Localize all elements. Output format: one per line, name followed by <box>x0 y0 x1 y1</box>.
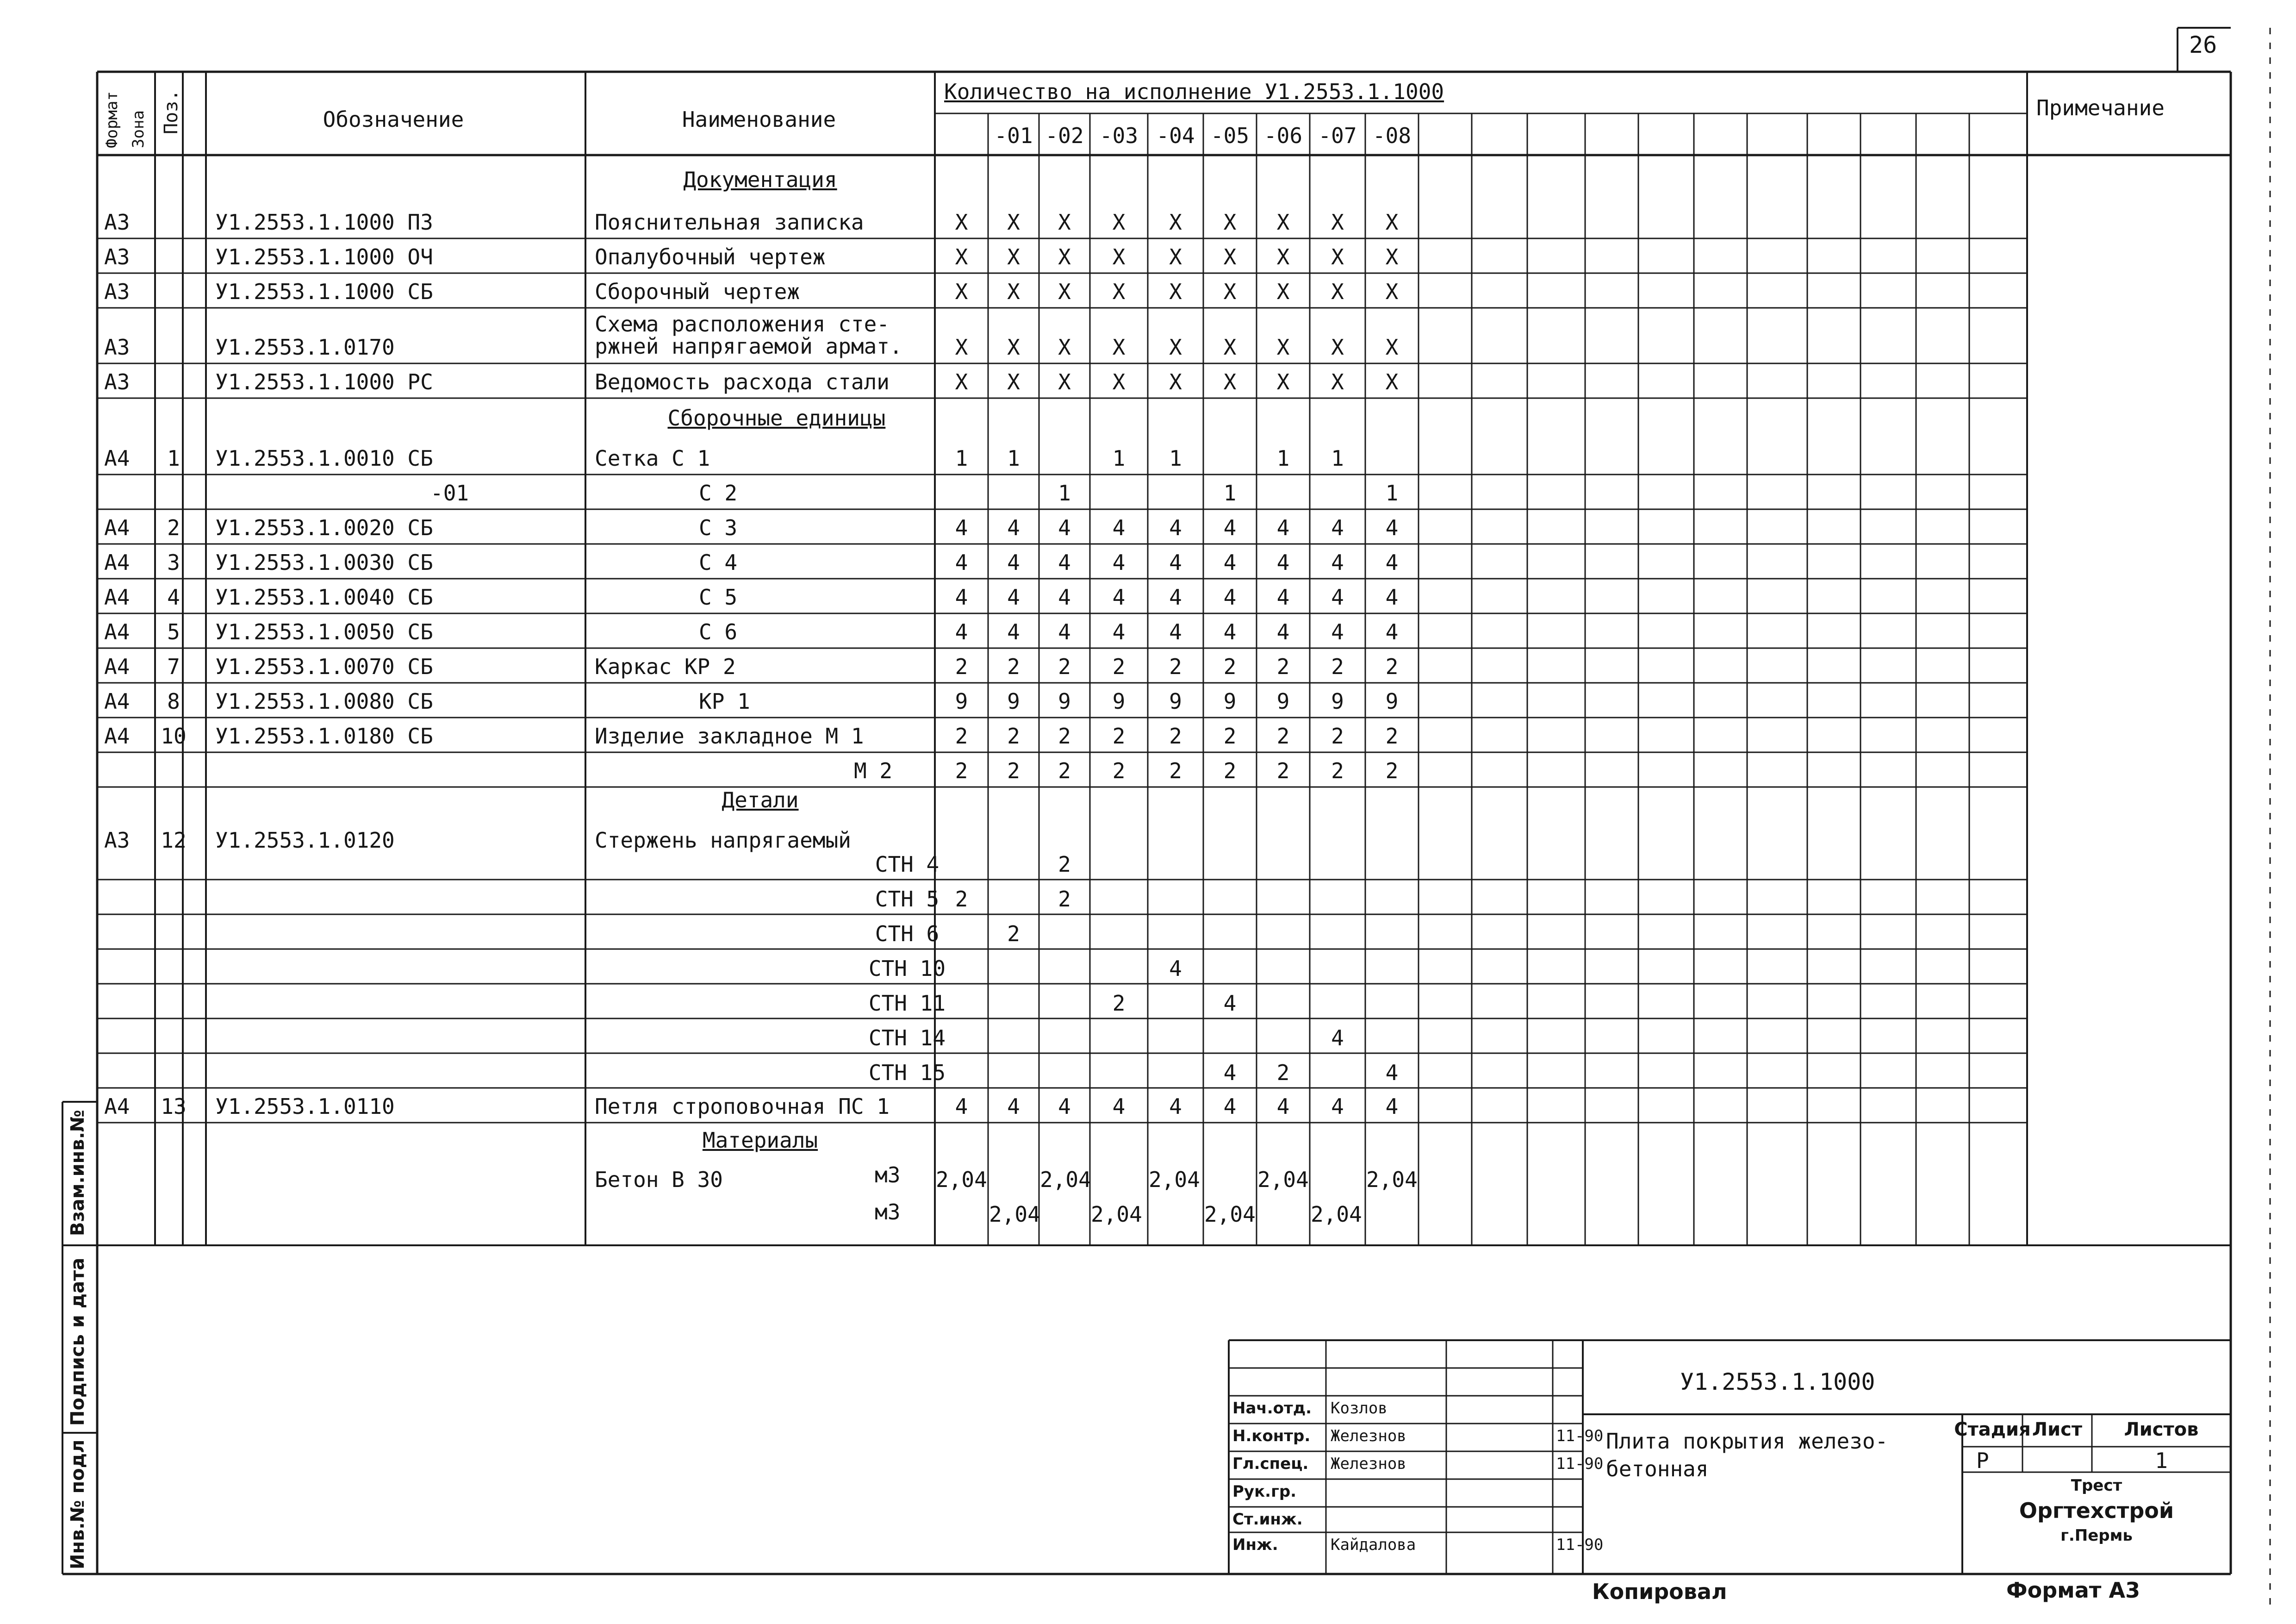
quantity-cell: 4 <box>1385 1094 1399 1119</box>
quantity-cell: 4 <box>1169 515 1182 540</box>
quantity-cell: 4 <box>1007 550 1020 575</box>
stamp-date: 11-90 <box>1556 1427 1604 1445</box>
quantity-cell: 4 <box>1007 1094 1020 1119</box>
name-cell: С 5 <box>699 585 738 610</box>
side-label-replaced: Взам.инв.№ <box>67 1110 88 1236</box>
quantity-cell: X <box>1223 335 1237 360</box>
stamp-person: Козлов <box>1331 1399 1388 1418</box>
quantity-cell: 9 <box>955 689 968 714</box>
quantity-cell: X <box>1169 244 1182 269</box>
quantity-cell: X <box>1058 210 1071 235</box>
quantity-cell: 2 <box>1058 724 1071 749</box>
header-note: Примечание <box>2036 95 2165 120</box>
quantity-cell: X <box>1112 279 1126 304</box>
position-cell: 3 <box>167 550 180 575</box>
quantity-cell: 2 <box>1223 758 1237 783</box>
name-cell: С 2 <box>699 481 738 506</box>
quantity-cell: X <box>1331 369 1344 394</box>
name-cell: СТН 4 <box>875 852 940 877</box>
quantity-cell: 4 <box>1169 1094 1182 1119</box>
designation-cell: У1.2553.1.0110 <box>215 1094 395 1119</box>
stamp-org: г.Пермь <box>2060 1526 2133 1545</box>
name-cell: Опалубочный чертеж <box>595 244 826 269</box>
name-cell: Каркас КР 2 <box>595 654 736 679</box>
quantity-cell: 4 <box>1223 619 1237 644</box>
designation-cell: У1.2553.1.0030 СБ <box>215 550 433 575</box>
quantity-cell: X <box>1223 369 1237 394</box>
quantity-cell: X <box>955 210 968 235</box>
name-cell: Сетка С 1 <box>595 446 710 471</box>
quantity-cell: X <box>1169 279 1182 304</box>
quantity-cell: 2 <box>955 887 968 912</box>
quantity-cell: 2 <box>1223 724 1237 749</box>
format-cell: А4 <box>104 550 130 575</box>
quantity-cell: 4 <box>1331 585 1344 610</box>
quantity-cell: X <box>1331 335 1344 360</box>
quantity-cell: 4 <box>1112 585 1126 610</box>
name-cell: Схема расположения сте- <box>595 312 890 337</box>
quantity-cell: 2 <box>955 758 968 783</box>
format-cell: А3 <box>104 369 130 394</box>
quantity-cell: 2 <box>1331 654 1344 679</box>
quantity-cell: X <box>1058 369 1071 394</box>
name-cell: Петля строповочная ПС 1 <box>595 1094 890 1119</box>
quantity-cell: 4 <box>1007 619 1020 644</box>
format-cell: А3 <box>104 244 130 269</box>
variant-label: -05 <box>1210 123 1250 148</box>
name-cell: СТН 5 <box>875 887 940 912</box>
format-cell: А4 <box>104 619 130 644</box>
quantity-cell: 9 <box>1169 689 1182 714</box>
quantity-cell: 9 <box>1058 689 1071 714</box>
quantity-cell: 2 <box>1276 724 1290 749</box>
quantity-cell: X <box>955 369 968 394</box>
variant-label: -06 <box>1263 123 1303 148</box>
stamp-role: Инж. <box>1232 1536 1278 1554</box>
quantity-cell: 4 <box>1276 619 1290 644</box>
name-cell: ржней напрягаемой армат. <box>595 334 902 359</box>
name-cell: Сборочный чертеж <box>595 279 800 304</box>
position-cell: 4 <box>167 585 180 610</box>
variant-label: -07 <box>1318 123 1357 148</box>
quantity-cell: 4 <box>1007 585 1020 610</box>
format-cell: А3 <box>104 279 130 304</box>
concrete-volume: 2,04 <box>1091 1202 1142 1227</box>
quantity-cell: 4 <box>1385 515 1399 540</box>
quantity-cell: 4 <box>955 619 968 644</box>
stamp-role: Н.контр. <box>1232 1427 1311 1445</box>
quantity-cell: 4 <box>1331 619 1344 644</box>
quantity-cell: X <box>1007 244 1020 269</box>
quantity-cell: 4 <box>1276 550 1290 575</box>
designation-cell: У1.2553.1.0050 СБ <box>215 619 433 644</box>
quantity-cell: 4 <box>1058 619 1071 644</box>
quantity-cell: 4 <box>955 550 968 575</box>
sheet-number: 26 <box>2189 31 2217 58</box>
format-cell: А4 <box>104 724 130 749</box>
section-documentation: Документация <box>683 167 837 192</box>
quantity-cell: 4 <box>1169 619 1182 644</box>
quantity-cell: 4 <box>1331 1025 1344 1050</box>
name-cell: СТН 11 <box>868 991 946 1016</box>
designation-cell: У1.2553.1.0010 СБ <box>215 446 433 471</box>
quantity-cell: 4 <box>1385 1060 1399 1085</box>
format-cell: А4 <box>104 1094 130 1119</box>
quantity-cell: X <box>1007 210 1020 235</box>
name-cell: Изделие закладное М 1 <box>595 724 864 749</box>
quantity-cell: 4 <box>1331 515 1344 540</box>
quantity-cell: 4 <box>1223 1060 1237 1085</box>
quantity-cell: 2 <box>1169 654 1182 679</box>
name-cell: С 4 <box>699 550 738 575</box>
quantity-cell: 2 <box>1385 724 1399 749</box>
designation-cell: У1.2553.1.1000 РС <box>215 369 433 394</box>
quantity-cell: 2 <box>1385 654 1399 679</box>
quantity-cell: X <box>1331 210 1344 235</box>
name-cell: СТН 6 <box>875 921 940 946</box>
format-cell: А4 <box>104 689 130 714</box>
quantity-cell: 2 <box>1276 758 1290 783</box>
concrete-volume: 2,04 <box>1366 1167 1418 1192</box>
quantity-cell: 9 <box>1007 689 1020 714</box>
stamp-date: 11-90 <box>1556 1536 1604 1554</box>
name-cell: М 2 <box>854 758 893 783</box>
quantity-cell: X <box>1169 369 1182 394</box>
quantity-cell: X <box>1007 279 1020 304</box>
quantity-cell: X <box>1331 279 1344 304</box>
quantity-cell: 4 <box>1223 991 1237 1016</box>
footer-format: Формат А3 <box>2006 1578 2140 1603</box>
name-cell: СТН 10 <box>868 956 946 981</box>
concrete-volume: 2,04 <box>1040 1167 1091 1192</box>
quantity-cell: 4 <box>1385 550 1399 575</box>
quantity-cell: X <box>1276 279 1290 304</box>
variant-label: -03 <box>1099 123 1139 148</box>
quantity-cell: 2 <box>1385 758 1399 783</box>
quantity-cell: 4 <box>1169 550 1182 575</box>
quantity-cell: 4 <box>1331 1094 1344 1119</box>
quantity-cell: 2 <box>1169 758 1182 783</box>
concrete-volume: 2,04 <box>936 1167 987 1192</box>
quantity-cell: 2 <box>1007 758 1020 783</box>
quantity-cell: X <box>1223 244 1237 269</box>
stamp-sheet-label: Лист <box>2032 1419 2083 1440</box>
header-pos: Поз. <box>161 89 182 134</box>
name-cell: С 3 <box>699 515 738 540</box>
stamp-role: Рук.гр. <box>1232 1482 1297 1501</box>
quantity-cell: 1 <box>1112 446 1126 471</box>
position-cell: 8 <box>167 689 180 714</box>
format-cell: А3 <box>104 210 130 235</box>
stamp-role: Ст.инж. <box>1232 1510 1303 1529</box>
concrete-volume: 2,04 <box>1149 1167 1200 1192</box>
designation-cell: У1.2553.1.0040 СБ <box>215 585 433 610</box>
section-assemblies: Сборочные единицы <box>667 406 886 431</box>
position-cell: 7 <box>167 654 180 679</box>
quantity-cell: X <box>1276 244 1290 269</box>
header-designation: Обозначение <box>323 107 464 132</box>
quantity-cell: 1 <box>1276 446 1290 471</box>
quantity-cell: 4 <box>1331 550 1344 575</box>
quantity-cell: 4 <box>1223 550 1237 575</box>
quantity-cell: 4 <box>1112 515 1126 540</box>
material-unit: м3 <box>875 1199 901 1224</box>
quantity-cell: 9 <box>1112 689 1126 714</box>
quantity-cell: X <box>1112 369 1126 394</box>
quantity-cell: 4 <box>1007 515 1020 540</box>
name-cell: СТН 14 <box>868 1025 946 1050</box>
designation-cell: У1.2553.1.1000 ОЧ <box>215 244 433 269</box>
quantity-cell: 2 <box>1007 921 1020 946</box>
stamp-stage-value: Р <box>1976 1448 1989 1473</box>
quantity-cell: 4 <box>1058 585 1071 610</box>
name-cell: Ведомость расхода стали <box>595 369 890 394</box>
quantity-cell: 9 <box>1385 689 1399 714</box>
quantity-cell: X <box>1169 210 1182 235</box>
stamp-title: Плита покрытия железо- <box>1606 1429 1888 1454</box>
quantity-cell: 9 <box>1276 689 1290 714</box>
quantity-cell: X <box>955 244 968 269</box>
quantity-cell: 4 <box>1276 515 1290 540</box>
quantity-cell: 2 <box>1058 852 1071 877</box>
designation-cell: У1.2553.1.0020 СБ <box>215 515 433 540</box>
format-cell: А4 <box>104 585 130 610</box>
designation-cell: У1.2553.1.0180 СБ <box>215 724 433 749</box>
header-quantity: Количество на исполнение У1.2553.1.1000 <box>944 79 1444 104</box>
variant-label: -01 <box>994 123 1033 148</box>
designation-cell: У1.2553.1.1000 СБ <box>215 279 433 304</box>
quantity-cell: X <box>1058 244 1071 269</box>
name-cell: С 6 <box>699 619 738 644</box>
quantity-cell: 2 <box>1112 654 1126 679</box>
quantity-cell: 4 <box>1058 550 1071 575</box>
section-details: Детали <box>722 787 799 812</box>
stamp-role: Гл.спец. <box>1232 1455 1309 1473</box>
quantity-cell: 2 <box>1276 654 1290 679</box>
side-label-original: Инв.№ подл <box>67 1439 88 1569</box>
quantity-cell: X <box>955 335 968 360</box>
name-cell: Пояснительная записка <box>595 210 864 235</box>
quantity-cell: 2 <box>1331 724 1344 749</box>
quantity-cell: 2 <box>1223 654 1237 679</box>
format-cell: А4 <box>104 654 130 679</box>
footer-copied: Копировал <box>1592 1579 1727 1604</box>
quantity-cell: X <box>1058 279 1071 304</box>
position-cell: 1 <box>167 446 180 471</box>
quantity-cell: 4 <box>1223 585 1237 610</box>
quantity-cell: 2 <box>955 654 968 679</box>
stamp-code: У1.2553.1.1000 <box>1680 1368 1875 1395</box>
quantity-cell: X <box>1112 335 1126 360</box>
quantity-cell: 9 <box>1331 689 1344 714</box>
format-cell: А4 <box>104 515 130 540</box>
quantity-cell: 2 <box>1112 991 1126 1016</box>
stamp-org: Трест <box>2071 1476 2122 1495</box>
quantity-cell: X <box>1385 369 1399 394</box>
position-cell: 5 <box>167 619 180 644</box>
quantity-cell: X <box>1276 369 1290 394</box>
quantity-cell: X <box>1169 335 1182 360</box>
stamp-org: Оргтехстрой <box>2019 1498 2174 1523</box>
designation-cell: У1.2553.1.0120 <box>215 828 395 853</box>
quantity-cell: 4 <box>1223 1094 1237 1119</box>
quantity-cell: 2 <box>1169 724 1182 749</box>
variant-label: -04 <box>1156 123 1195 148</box>
quantity-cell: 4 <box>1223 515 1237 540</box>
stamp-person: Кайдалова <box>1331 1536 1416 1554</box>
quantity-cell: 1 <box>1331 446 1344 471</box>
quantity-cell: X <box>1058 335 1071 360</box>
quantity-cell: 2 <box>1007 724 1020 749</box>
concrete-volume: 2,04 <box>1311 1202 1362 1227</box>
designation-cell: -01 <box>430 481 469 506</box>
quantity-cell: 9 <box>1223 689 1237 714</box>
quantity-cell: 1 <box>1223 481 1237 506</box>
header-format: Формат <box>103 91 121 148</box>
stamp-date: 11-90 <box>1556 1455 1604 1473</box>
quantity-cell: 2 <box>1112 758 1126 783</box>
quantity-cell: 2 <box>1007 654 1020 679</box>
quantity-cell: 2 <box>1276 1060 1290 1085</box>
quantity-cell: 4 <box>1169 956 1182 981</box>
stamp-sheets-label: Листов <box>2124 1419 2199 1440</box>
quantity-cell: 2 <box>1058 758 1071 783</box>
quantity-cell: 2 <box>1058 654 1071 679</box>
format-cell: А3 <box>104 335 130 360</box>
quantity-cell: X <box>1007 369 1020 394</box>
quantity-cell: 4 <box>955 1094 968 1119</box>
stamp-role: Нач.отд. <box>1232 1399 1312 1418</box>
variant-label: -08 <box>1372 123 1412 148</box>
variant-label: -02 <box>1045 123 1084 148</box>
quantity-cell: X <box>1385 210 1399 235</box>
quantity-cell: 2 <box>955 724 968 749</box>
quantity-cell: 4 <box>1385 585 1399 610</box>
header-name: Наименование <box>682 107 836 132</box>
quantity-cell: 4 <box>955 515 968 540</box>
quantity-cell: X <box>1385 244 1399 269</box>
quantity-cell: 4 <box>1058 1094 1071 1119</box>
designation-cell: У1.2553.1.0170 <box>215 335 395 360</box>
quantity-cell: X <box>1112 244 1126 269</box>
name-cell: Стержень напрягаемый <box>595 828 851 853</box>
quantity-cell: X <box>955 279 968 304</box>
section-materials: Материалы <box>702 1128 818 1153</box>
quantity-cell: 4 <box>1169 585 1182 610</box>
header-zone: Зона <box>129 110 148 148</box>
quantity-cell: X <box>1385 279 1399 304</box>
quantity-cell: X <box>1223 210 1237 235</box>
concrete-volume: 2,04 <box>989 1202 1040 1227</box>
quantity-cell: 2 <box>1112 724 1126 749</box>
quantity-cell: 1 <box>1385 481 1399 506</box>
stamp-stage-label: Стадия <box>1954 1419 2031 1440</box>
quantity-cell: 4 <box>1112 619 1126 644</box>
stamp-sheets-value: 1 <box>2155 1448 2168 1473</box>
quantity-cell: X <box>1385 335 1399 360</box>
format-cell: А4 <box>104 446 130 471</box>
concrete-volume: 2,04 <box>1257 1167 1309 1192</box>
designation-cell: У1.2553.1.0070 СБ <box>215 654 433 679</box>
material-name: Бетон В 30 <box>595 1167 723 1192</box>
stamp-title: бетонная <box>1606 1456 1709 1481</box>
name-cell: СТН 15 <box>868 1060 946 1085</box>
quantity-cell: X <box>1112 210 1126 235</box>
position-cell: 10 <box>161 724 187 749</box>
name-cell: КР 1 <box>699 689 750 714</box>
quantity-cell: X <box>1276 210 1290 235</box>
quantity-cell: 1 <box>955 446 968 471</box>
stamp-person: Железнов <box>1331 1427 1406 1445</box>
quantity-cell: 1 <box>1007 446 1020 471</box>
quantity-cell: 4 <box>1276 1094 1290 1119</box>
quantity-cell: 4 <box>1385 619 1399 644</box>
side-label-signature: Подпись и дата <box>67 1257 88 1426</box>
quantity-cell: 1 <box>1169 446 1182 471</box>
quantity-cell: 2 <box>1058 887 1071 912</box>
quantity-cell: X <box>1276 335 1290 360</box>
designation-cell: У1.2553.1.0080 СБ <box>215 689 433 714</box>
quantity-cell: 4 <box>955 585 968 610</box>
position-cell: 12 <box>161 828 187 853</box>
quantity-cell: 4 <box>1112 550 1126 575</box>
stamp-person: Железнов <box>1331 1455 1406 1473</box>
quantity-cell: 2 <box>1331 758 1344 783</box>
format-cell: А3 <box>104 828 130 853</box>
material-unit: м3 <box>875 1162 901 1187</box>
quantity-cell: 1 <box>1058 481 1071 506</box>
quantity-cell: X <box>1331 244 1344 269</box>
concrete-volume: 2,04 <box>1204 1202 1256 1227</box>
position-cell: 2 <box>167 515 180 540</box>
quantity-cell: 4 <box>1276 585 1290 610</box>
quantity-cell: 4 <box>1112 1094 1126 1119</box>
quantity-cell: 4 <box>1058 515 1071 540</box>
designation-cell: У1.2553.1.1000 ПЗ <box>215 210 433 235</box>
quantity-cell: X <box>1007 335 1020 360</box>
position-cell: 13 <box>161 1094 187 1119</box>
quantity-cell: X <box>1223 279 1237 304</box>
